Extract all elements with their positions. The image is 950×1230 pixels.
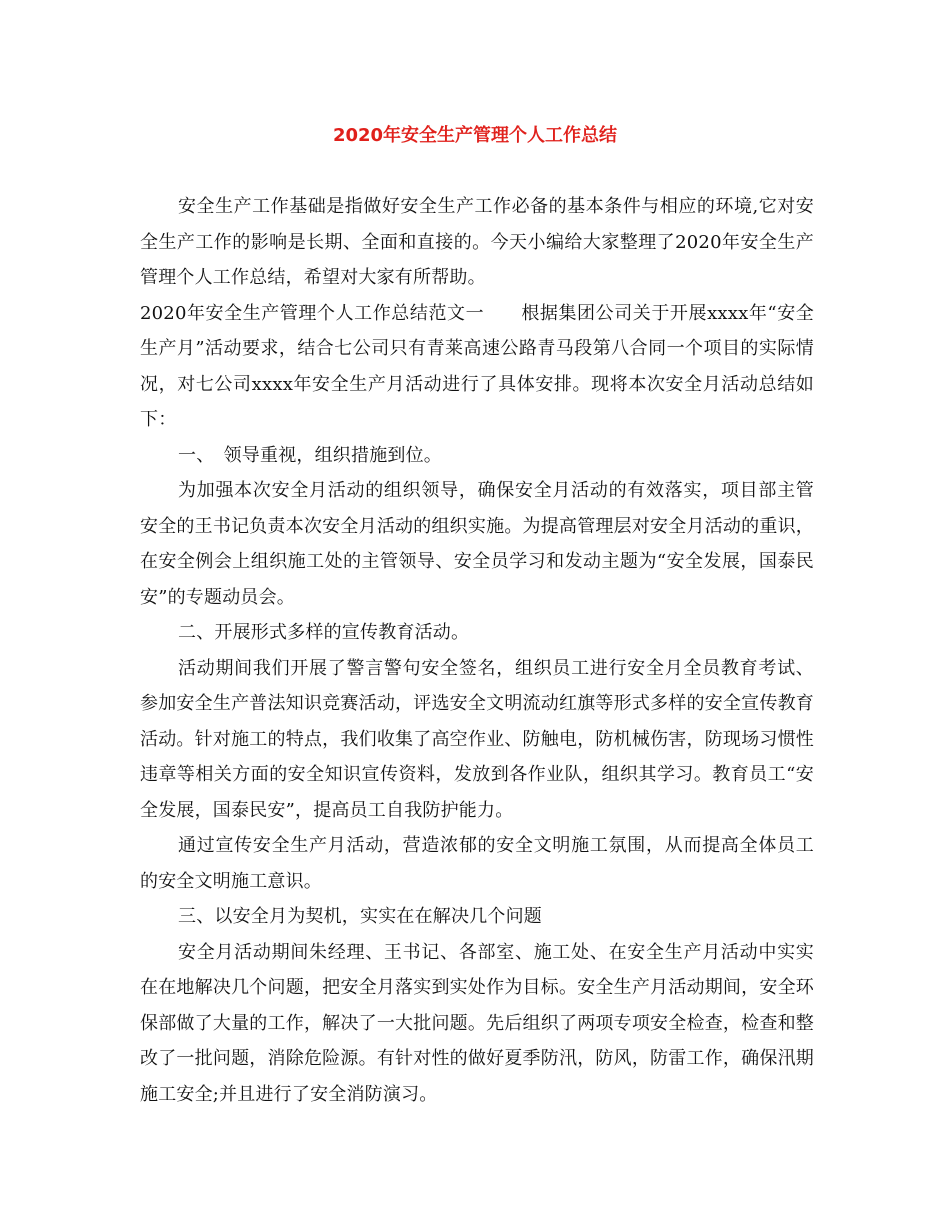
body-paragraph: 通过宣传安全生产月活动，营造浓郁的安全文明施工氛围，从而提高全体员工的安全文明施工意识。 [140,835,814,892]
document-title: 2020年安全生产管理个人工作总结 [332,125,618,146]
body-paragraph: 活动期间我们开展了警言警句安全签名，组织员工进行安全月全员教育考试、参加安全生产普法知识竞赛活动，评选安全文明流动红旗等形式多样的安全宣传教育活动。针对施工的特点，我们收集了高空作业、防触电，防机械伤害，防现场习惯性违章等相关方面的安全知识宣传资料，发放到各作业队，组织其学习。教育员工“安全发展，国泰民安”，提高员工自我防护能力。 [140,657,814,821]
body-paragraph: 安全月活动期间朱经理、王书记、各部室、施工处、在安全生产月活动中实实在在地解决几个问题，把安全月落实到实处作为目标。安全生产月活动期间，安全环保部做了大量的工作，解决了一大批问题。先后组织了两项专项安全检查，检查和整改了一批问题，消除危险源。有针对性的做好夏季防汛，防风，防雷工作，确保汛期施工安全;并且进行了安全消防演习。 [140,941,814,1105]
body-paragraph: 为加强本次安全月活动的组织领导，确保安全月活动的有效落实，项目部主管安全的王书记负责本次安全月活动的组织实施。为提高管理层对安全月活动的重识，在安全例会上组织施工处的主管领导、安全员学习和发动主题为“安全发展，国泰民安”的专题动员会。 [140,480,814,608]
sample-heading-paragraph: 2020年安全生产管理个人工作总结范文一 根据集团公司关于开展xxxx年“安全生产月”活动要求，结合七公司只有青莱高速公路青马段第八合同一个项目的实际情况，对七公司xxxx年安全生产月活动进行了具体安排。现将本次安全月活动总结如下： [140,302,814,430]
document-body [140,189,814,1112]
section-heading-2: 二、开展形式多样的宣传教育活动。 [178,622,470,643]
section-heading-3: 三、以安全月为契机，实实在在解决几个问题 [178,906,542,927]
intro-paragraph: 安全生产工作基础是指做好安全生产工作必备的基本条件与相应的环境,它对安全生产工作的影响是长期、全面和直接的。今天小编给大家整理了2020年安全生产管理个人工作总结，希望对大家有所帮助。 [140,196,814,288]
section-heading-1: 一、 领导重视，组织措施到位。 [178,444,442,466]
